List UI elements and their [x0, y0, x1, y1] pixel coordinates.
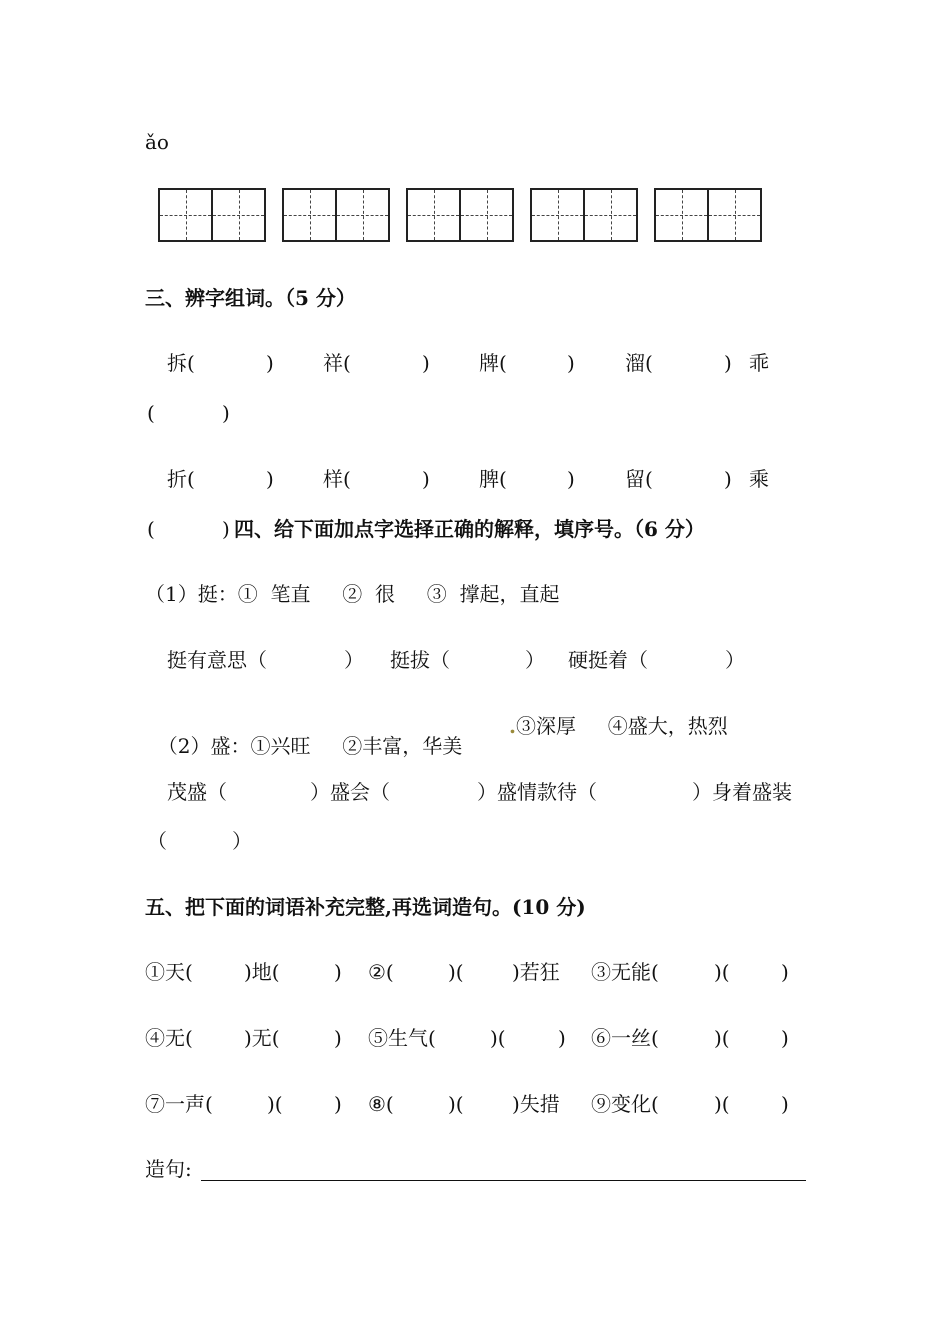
word-item: 脾( — [479, 467, 507, 491]
word-item: 硬挺着（ — [568, 648, 648, 672]
idiom-part: ⑤生气( — [368, 1026, 436, 1050]
blank-close[interactable]: ) — [266, 351, 274, 375]
blank-close[interactable]: ) — [334, 1026, 342, 1050]
blank-close[interactable]: ) — [781, 960, 789, 984]
q2-part2: ③深厚 ④盛大，热烈 — [516, 714, 728, 738]
blank-close[interactable]: ) — [724, 351, 732, 375]
word-item: 乖 — [749, 351, 769, 375]
idiom-part: ⑥一丝( — [591, 1026, 659, 1050]
blank-close[interactable]: ) — [422, 351, 430, 375]
blank-close[interactable]: ) — [567, 351, 575, 375]
tianzi-grid[interactable] — [654, 188, 762, 242]
word-item: 样( — [323, 467, 351, 491]
blank-close[interactable]: ) — [724, 467, 732, 491]
section3-title: 三、辨字组词。（5 分） — [145, 286, 356, 310]
blank-close[interactable]: ) — [558, 1026, 566, 1050]
idiom-part: )( — [267, 1092, 283, 1116]
blank-close[interactable]: ） — [525, 648, 545, 672]
section5-title: 五、把下面的词语补充完整,再选词造句。(10 分) — [145, 895, 586, 919]
word-item: 乘 — [749, 467, 769, 491]
pinyin-line: ǎo — [145, 130, 169, 154]
tianzi-grid[interactable] — [406, 188, 514, 242]
blank-open[interactable]: （ — [147, 829, 167, 853]
blank-close[interactable]: ) — [334, 1092, 342, 1116]
tianzi-grid[interactable] — [282, 188, 390, 242]
idiom-part: )失措 — [512, 1092, 560, 1116]
blank-close[interactable]: ） — [344, 648, 364, 672]
sentence-answer-line[interactable] — [201, 1180, 806, 1181]
idiom-part: ⑧( — [368, 1092, 394, 1116]
idiom-part: ⑨变化( — [591, 1092, 659, 1116]
idiom-part: )( — [448, 960, 464, 984]
idiom-part: ④无( — [145, 1026, 193, 1050]
section4-title: 四、给下面加点字选择正确的解释，填序号。（6 分） — [234, 517, 705, 541]
word-item: 折( — [167, 467, 195, 491]
tianzi-grid-row — [158, 188, 762, 242]
word-item: ）盛情款待（ — [477, 780, 597, 804]
blank-close[interactable]: ) — [567, 467, 575, 491]
blank-close[interactable]: ) — [781, 1026, 789, 1050]
blank-close[interactable]: ) — [422, 467, 430, 491]
blank-open[interactable]: ( — [147, 401, 155, 425]
word-item: 拆( — [167, 351, 195, 375]
q2-part1: （2）盛：①兴旺 ②丰富，华美 — [157, 734, 463, 758]
sentence-label: 造句: — [145, 1157, 192, 1181]
tianzi-grid[interactable] — [530, 188, 638, 242]
idiom-part: )地( — [244, 960, 280, 984]
section4-q1: （1）挺：① 笔直 ② 很 ③ 撑起，直起 — [145, 582, 560, 606]
section4-q2 — [145, 716, 462, 756]
blank-close[interactable]: ） — [232, 829, 252, 853]
word-item: 挺拔（ — [390, 648, 450, 672]
idiom-part: ⑦一声( — [145, 1092, 213, 1116]
idiom-part: )( — [714, 1092, 730, 1116]
idiom-part: )( — [448, 1092, 464, 1116]
blank-close[interactable]: ) — [334, 960, 342, 984]
blank-close[interactable]: ) — [266, 467, 274, 491]
idiom-part: )( — [714, 1026, 730, 1050]
idiom-part: ③无能( — [591, 960, 659, 984]
word-item: 挺有意思（ — [167, 648, 267, 672]
blank-close[interactable]: ) — [781, 1092, 789, 1116]
blank-close[interactable]: ） — [725, 648, 745, 672]
idiom-part: ①天( — [145, 960, 193, 984]
word-item: ）盛会（ — [310, 780, 390, 804]
word-item: 留( — [625, 467, 653, 491]
idiom-part: )( — [714, 960, 730, 984]
idiom-part: )若狂 — [512, 960, 560, 984]
blank-close[interactable]: ) — [222, 517, 230, 541]
word-item: ）身着盛装 — [692, 780, 792, 804]
word-item: 茂盛（ — [167, 780, 227, 804]
idiom-part: )( — [490, 1026, 506, 1050]
tianzi-grid[interactable] — [158, 188, 266, 242]
word-item: 祥( — [323, 351, 351, 375]
idiom-part: ②( — [368, 960, 394, 984]
q2-dot-mark: . — [509, 714, 516, 738]
word-item: 溜( — [625, 351, 653, 375]
blank-open[interactable]: ( — [147, 517, 155, 541]
blank-close[interactable]: ) — [222, 401, 230, 425]
idiom-part: )无( — [244, 1026, 280, 1050]
word-item: 牌( — [479, 351, 507, 375]
